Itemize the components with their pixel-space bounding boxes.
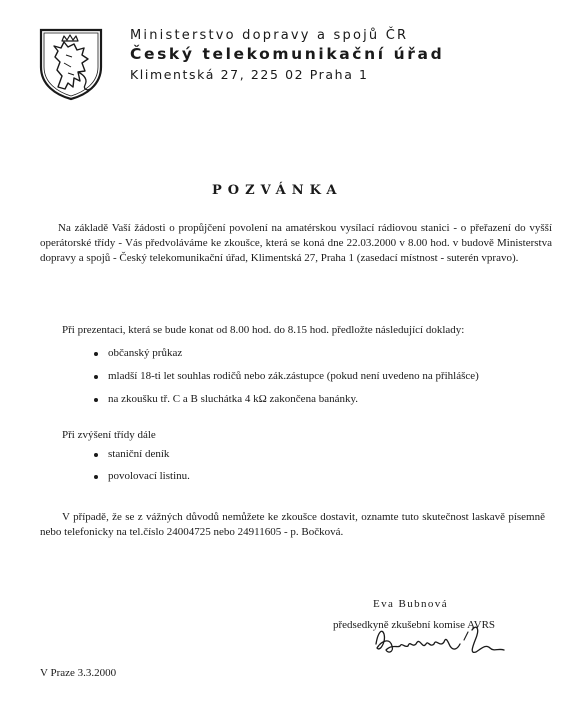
ministry-name: Ministerstvo dopravy a spojů ČR	[130, 28, 409, 43]
letterhead	[0, 0, 588, 110]
list-item: mladší 18-ti let souhlas rodičů nebo zák.zástupce (pokud není uvedeno na přihlášce)	[94, 369, 479, 392]
list-item: povolovací listinu.	[94, 469, 190, 491]
letter-title: POZVÁNKA	[212, 183, 343, 198]
list-item: staniční deník	[94, 447, 190, 469]
office-name: Český telekomunikační úřad	[130, 45, 445, 63]
upgrade-lead: Při zvýšení třídy dále	[62, 429, 156, 441]
documents-list	[94, 346, 479, 415]
invitation-paragraph: Na základě Vaší žádosti o propůjčení povolení na amatérskou vysílací rádiovou stanici - o přeřazení do vyšší operátorské třídy - Vás předvoláváme ke zkoušce, která se koná dne 22.03.2000 v 8.00 hod. v budově Ministerstva dopravy a spojů - Český telekomunikační úřad, Klimentská 27, Praha 1 (zasedací místnost - suterén vpravo).	[40, 222, 552, 264]
czech-lion-coat-of-arms-icon	[38, 27, 104, 101]
list-item: občanský průkaz	[94, 346, 479, 369]
office-address: Klimentská 27, 225 02 Praha 1	[130, 67, 369, 82]
signer-role: předsedkyně zkušební komise AVRS	[333, 619, 496, 631]
upgrade-documents-list	[94, 447, 190, 491]
place-and-date: V Praze 3.3.2000	[40, 667, 117, 679]
signer-name: Eva Bubnová	[373, 598, 448, 610]
notice-paragraph: V případě, že se z vážných důvodů nemůžete ke zkoušce dostavit, oznamte tuto skutečnost laskavě písemně nebo telefonicky na tel.číslo 24004725 nebo 24911605 - p. Bočková.	[40, 511, 545, 538]
handwritten-signature	[368, 618, 518, 662]
list-item: na zkoušku tř. C a B sluchátka 4 kΩ zakončena banánky.	[94, 392, 479, 415]
documents-lead: Při prezentaci, která se bude konat od 8.00 hod. do 8.15 hod. předložte následující doklady:	[62, 324, 465, 336]
